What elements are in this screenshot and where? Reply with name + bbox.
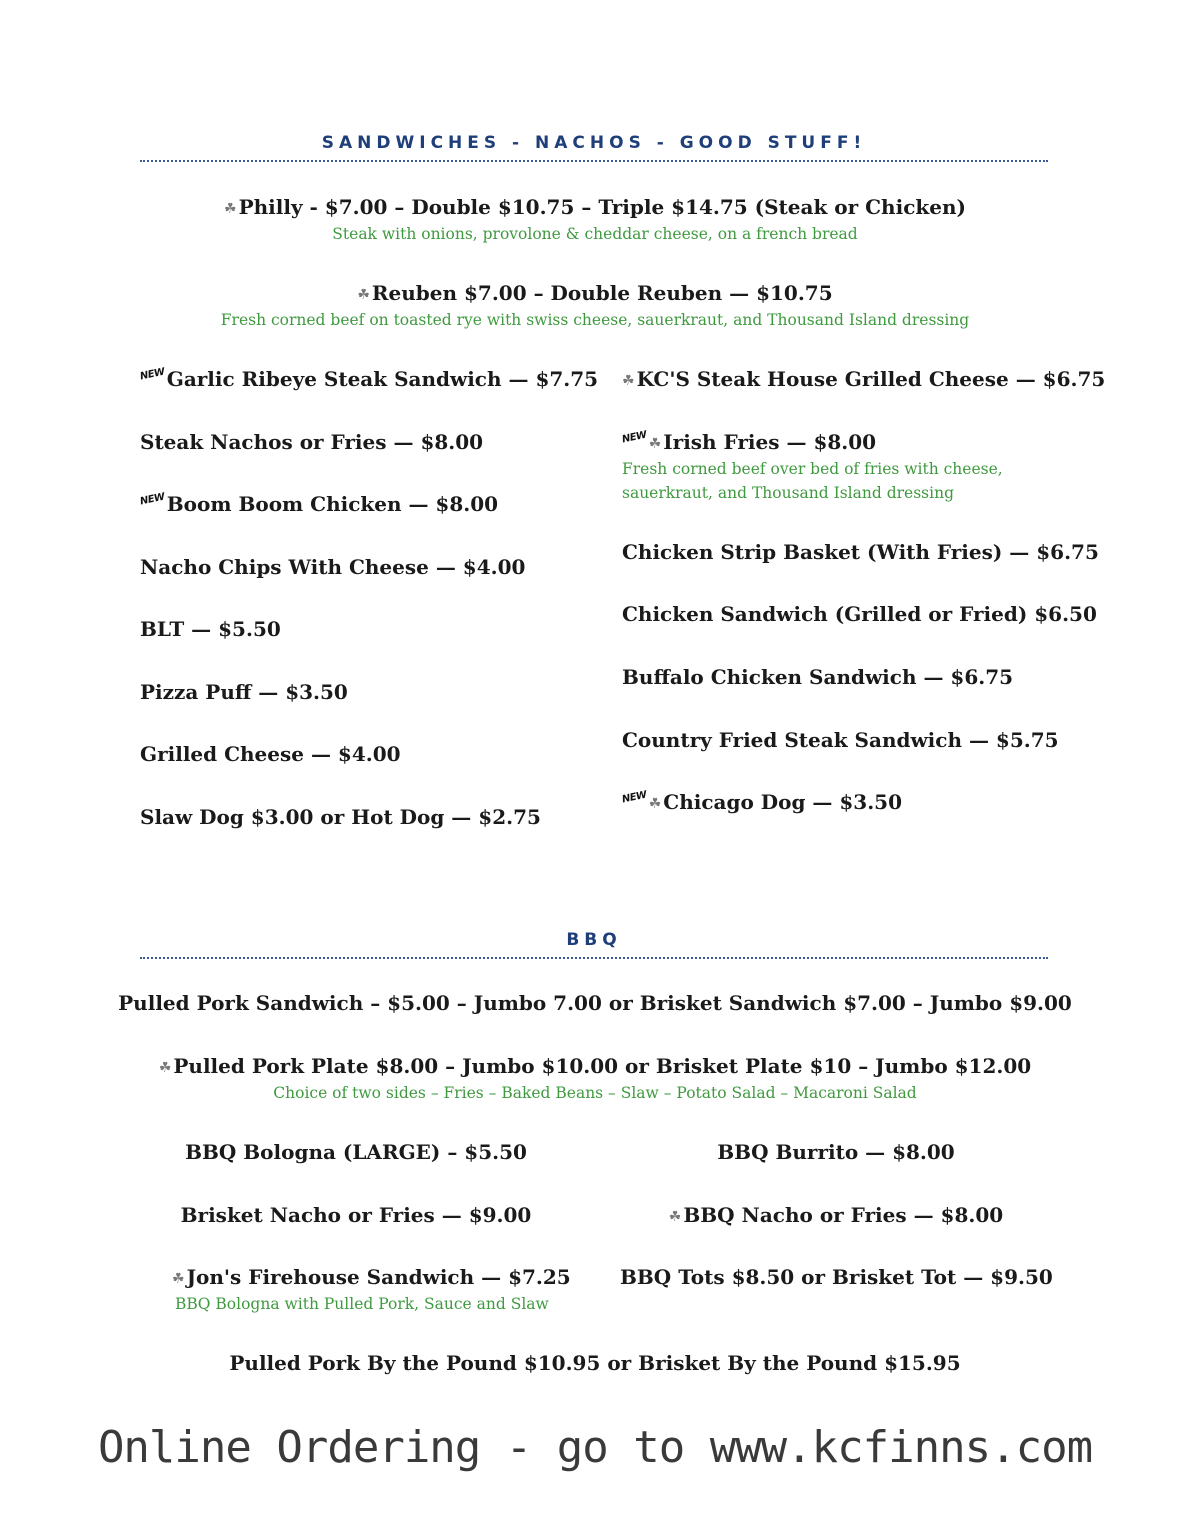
section-divider bbox=[140, 160, 1048, 162]
clover-icon: ☘ bbox=[357, 287, 370, 303]
menu-item-description: Steak with onions, provolone & cheddar cheese, on a french bread bbox=[332, 225, 858, 243]
clover-icon: ☘ bbox=[224, 201, 237, 217]
menu-item: ☘ BBQ Nacho or Fries — $8.00 bbox=[668, 1203, 1004, 1227]
menu-item: Chicken Strip Basket (With Fries) — $6.75 bbox=[622, 540, 1099, 564]
new-badge-icon: NEW bbox=[139, 491, 166, 508]
menu-item-reuben: ☘ Reuben $7.00 – Double Reuben — $10.75 bbox=[357, 281, 833, 305]
menu-item-philly: ☘ Philly - $7.00 – Double $10.75 – Triple $14.75 (Steak or Chicken) bbox=[224, 195, 966, 219]
menu-item: BBQ Bologna (LARGE) – $5.50 bbox=[185, 1140, 527, 1164]
menu-item: Nacho Chips With Cheese — $4.00 bbox=[140, 555, 526, 579]
menu-item: BBQ Tots $8.50 or Brisket Tot — $9.50 bbox=[620, 1265, 1053, 1289]
menu-item: Country Fried Steak Sandwich — $5.75 bbox=[622, 728, 1059, 752]
new-badge-icon: NEW bbox=[139, 366, 166, 383]
new-badge-icon: NEW bbox=[621, 429, 648, 446]
new-badge-icon: NEW bbox=[621, 789, 648, 806]
menu-item: Pizza Puff — $3.50 bbox=[140, 680, 348, 704]
clover-icon: ☘ bbox=[622, 373, 635, 389]
menu-item: Pulled Pork By the Pound $10.95 or Brisket By the Pound $15.95 bbox=[229, 1351, 961, 1375]
section-divider bbox=[140, 957, 1048, 959]
clover-icon: ☘ bbox=[158, 1060, 172, 1076]
menu-item: Buffalo Chicken Sandwich — $6.75 bbox=[622, 665, 1014, 689]
clover-icon: ☘ bbox=[648, 796, 662, 812]
menu-item-description: BBQ Bologna with Pulled Pork, Sauce and Slaw bbox=[175, 1295, 549, 1313]
menu-item-description: Fresh corned beef over bed of fries with cheese, bbox=[622, 460, 1003, 478]
section-title-bbq: BBQ bbox=[566, 930, 622, 950]
menu-item: Brisket Nacho or Fries — $9.00 bbox=[180, 1203, 532, 1227]
clover-icon: ☘ bbox=[668, 1209, 682, 1225]
online-ordering-footer: Online Ordering - go to www.kcfinns.com bbox=[97, 1422, 1093, 1473]
menu-item: NEWBoom Boom Chicken — $8.00 bbox=[139, 491, 499, 516]
menu-item: Pulled Pork Sandwich – $5.00 – Jumbo 7.00 or Brisket Sandwich $7.00 – Jumbo $9.00 bbox=[118, 991, 1072, 1015]
menu-item-description: Choice of two sides – Fries – Baked Beans – Slaw – Potato Salad – Macaroni Salad bbox=[273, 1084, 917, 1102]
menu-item: ☘ Pulled Pork Plate $8.00 – Jumbo $10.00 or Brisket Plate $10 – Jumbo $12.00 bbox=[158, 1054, 1032, 1078]
menu-item: Steak Nachos or Fries — $8.00 bbox=[140, 430, 484, 454]
menu-item-irish-fries: NEW☘ Irish Fries — $8.00 bbox=[621, 429, 877, 454]
menu-item: Chicken Sandwich (Grilled or Fried) $6.50 bbox=[622, 602, 1097, 626]
section-title-sandwiches: SANDWICHES - NACHOS - GOOD STUFF! bbox=[321, 133, 867, 153]
menu-item: Grilled Cheese — $4.00 bbox=[140, 742, 401, 766]
menu-item: ☘ Jon's Firehouse Sandwich — $7.25 bbox=[172, 1265, 571, 1289]
clover-icon: ☘ bbox=[648, 436, 662, 452]
menu-item: ☘ KC'S Steak House Grilled Cheese — $6.75 bbox=[622, 367, 1106, 391]
menu-item: NEWGarlic Ribeye Steak Sandwich — $7.75 bbox=[139, 366, 599, 391]
menu-item: BLT — $5.50 bbox=[140, 617, 281, 641]
menu-item-description: Fresh corned beef on toasted rye with swiss cheese, sauerkraut, and Thousand Island dressing bbox=[220, 311, 970, 329]
clover-icon: ☘ bbox=[172, 1271, 185, 1287]
menu-item: BBQ Burrito — $8.00 bbox=[717, 1140, 955, 1164]
menu-item: Slaw Dog $3.00 or Hot Dog — $2.75 bbox=[140, 805, 541, 829]
menu-item: NEW☘ Chicago Dog — $3.50 bbox=[621, 789, 902, 814]
menu-item-description: sauerkraut, and Thousand Island dressing bbox=[622, 484, 954, 502]
